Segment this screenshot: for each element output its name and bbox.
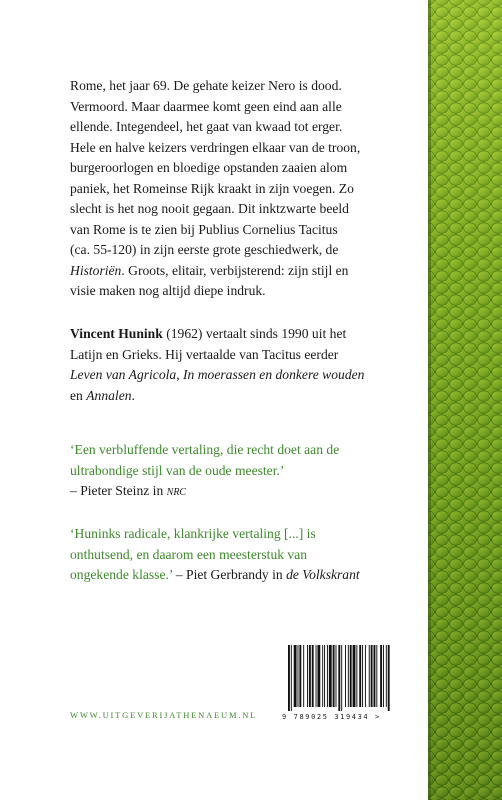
blurb-line: Vermoord. Maar daarmee komt geen eind aan alle bbox=[70, 98, 342, 114]
blurb-line: van Rome is te zien bij Publius Cornelius Tacitus bbox=[70, 221, 338, 237]
quote-attribution: – Pieter Steinz in bbox=[70, 483, 167, 498]
quote-source: nrc bbox=[166, 483, 187, 498]
bio-line: Latijn en Grieks. Hij vertaalde van Tacitus eerder bbox=[70, 346, 339, 362]
barcode-bar bbox=[365, 645, 366, 707]
barcode-bar bbox=[386, 645, 387, 707]
blurb-line: slecht is het nog nooit gegaan. Dit inktzwarte beeld bbox=[70, 201, 349, 216]
barcode-bar bbox=[288, 645, 290, 711]
barcode-bar bbox=[353, 645, 356, 707]
book-title-historien: Historiën bbox=[70, 262, 122, 278]
barcode-bar bbox=[294, 645, 297, 707]
bio-line: (1962) vertaalt sinds 1990 uit het bbox=[162, 326, 347, 341]
barcode-bar bbox=[369, 645, 370, 707]
barcode-bar bbox=[380, 645, 382, 707]
barcode-bar bbox=[374, 645, 376, 707]
quote-line: ‘Huninks radicale, klankrijke vertaling [...] is bbox=[70, 526, 316, 541]
green-snake-scales-image bbox=[428, 0, 502, 800]
bio-separator: , bbox=[176, 367, 184, 382]
blurb-line: burgeroorlogen en bloedige opstanden zaaien alom bbox=[70, 160, 348, 175]
barcode-bar bbox=[371, 645, 373, 707]
isbn-barcode bbox=[282, 645, 422, 727]
bio-title-moerassen: In moerassen en donkere wouden bbox=[183, 367, 365, 382]
barcode-bar bbox=[309, 645, 311, 707]
barcode-bar bbox=[359, 645, 361, 707]
blurb-line: paniek, het Romeinse Rijk kraakt in zijn voegen. Zo bbox=[70, 180, 354, 196]
blurb-line: (ca. 55-120) in zijn eerste grote geschiedwerk, de bbox=[70, 242, 339, 257]
barcode-bar bbox=[362, 645, 363, 707]
barcode-bar bbox=[307, 645, 308, 707]
barcode-bar bbox=[316, 645, 317, 707]
barcode-bar bbox=[333, 645, 335, 707]
quote-line: ongekende klasse.’ bbox=[70, 567, 173, 582]
bio-line: . bbox=[131, 387, 135, 403]
quote-line: ultrabondige stijl van de oude meester.’ bbox=[70, 462, 285, 478]
barcode-bar bbox=[299, 645, 301, 707]
blurb-paragraph bbox=[70, 76, 422, 302]
barcode-bar bbox=[298, 645, 299, 707]
barcode-bar bbox=[388, 645, 390, 711]
quote-line: onthutsend, en daarom een meesterstuk van bbox=[70, 546, 308, 562]
blurb-line: Hele en halve keizers verdringen elkaar van de troon, bbox=[70, 139, 361, 155]
barcode-bar bbox=[356, 645, 357, 707]
barcode-bar bbox=[329, 645, 332, 707]
blurb-line: ellende. Integendeel, het gaat van kwaad tot erger. bbox=[70, 119, 343, 134]
barcode-bar bbox=[291, 645, 292, 711]
barcode-bar bbox=[376, 645, 377, 707]
barcode-bar bbox=[383, 645, 384, 707]
barcode-bar bbox=[348, 645, 349, 707]
barcode-bar bbox=[322, 645, 323, 707]
barcode-bar bbox=[303, 645, 304, 707]
quote-attribution: – Piet Gerbrandy in bbox=[172, 567, 287, 582]
blurb-line: . Groots, elitair, verbijsterend: zijn stijl en bbox=[121, 262, 349, 278]
barcode-bar bbox=[317, 645, 320, 707]
bio-title-annalen: Annalen bbox=[86, 387, 132, 403]
quote-source: de Volkskrant bbox=[286, 567, 360, 582]
barcode-bar bbox=[345, 645, 346, 707]
translator-bio bbox=[70, 324, 422, 406]
review-quote-volkskrant bbox=[70, 524, 422, 586]
barcode-bar bbox=[338, 645, 340, 711]
barcode-bar bbox=[327, 645, 328, 707]
translator-name: Vincent Hunink bbox=[70, 326, 163, 341]
barcode-bar bbox=[312, 645, 314, 707]
barcode-bar bbox=[336, 645, 337, 707]
barcode-bars bbox=[282, 645, 422, 711]
barcode-bar bbox=[350, 645, 352, 707]
publisher-website: WWW.UITGEVERIJATHENAEUM.NL bbox=[70, 710, 258, 720]
barcode-bar bbox=[341, 645, 342, 711]
bio-line: en bbox=[70, 387, 87, 403]
scales-illustration bbox=[428, 0, 502, 800]
blurb-line: Rome, het jaar 69. De gehate keizer Nero is dood. bbox=[70, 78, 342, 93]
blurb-line: visie maken nog altijd diepe indruk. bbox=[70, 283, 266, 298]
barcode-bar bbox=[324, 645, 325, 707]
isbn-digits: 9 789025 319434 > bbox=[282, 713, 381, 721]
bio-title-agricola: Leven van Agricola bbox=[70, 367, 177, 382]
quote-line: ‘Een verbluffende vertaling, die recht doet aan de bbox=[70, 442, 340, 457]
review-quote-nrc bbox=[70, 440, 422, 502]
